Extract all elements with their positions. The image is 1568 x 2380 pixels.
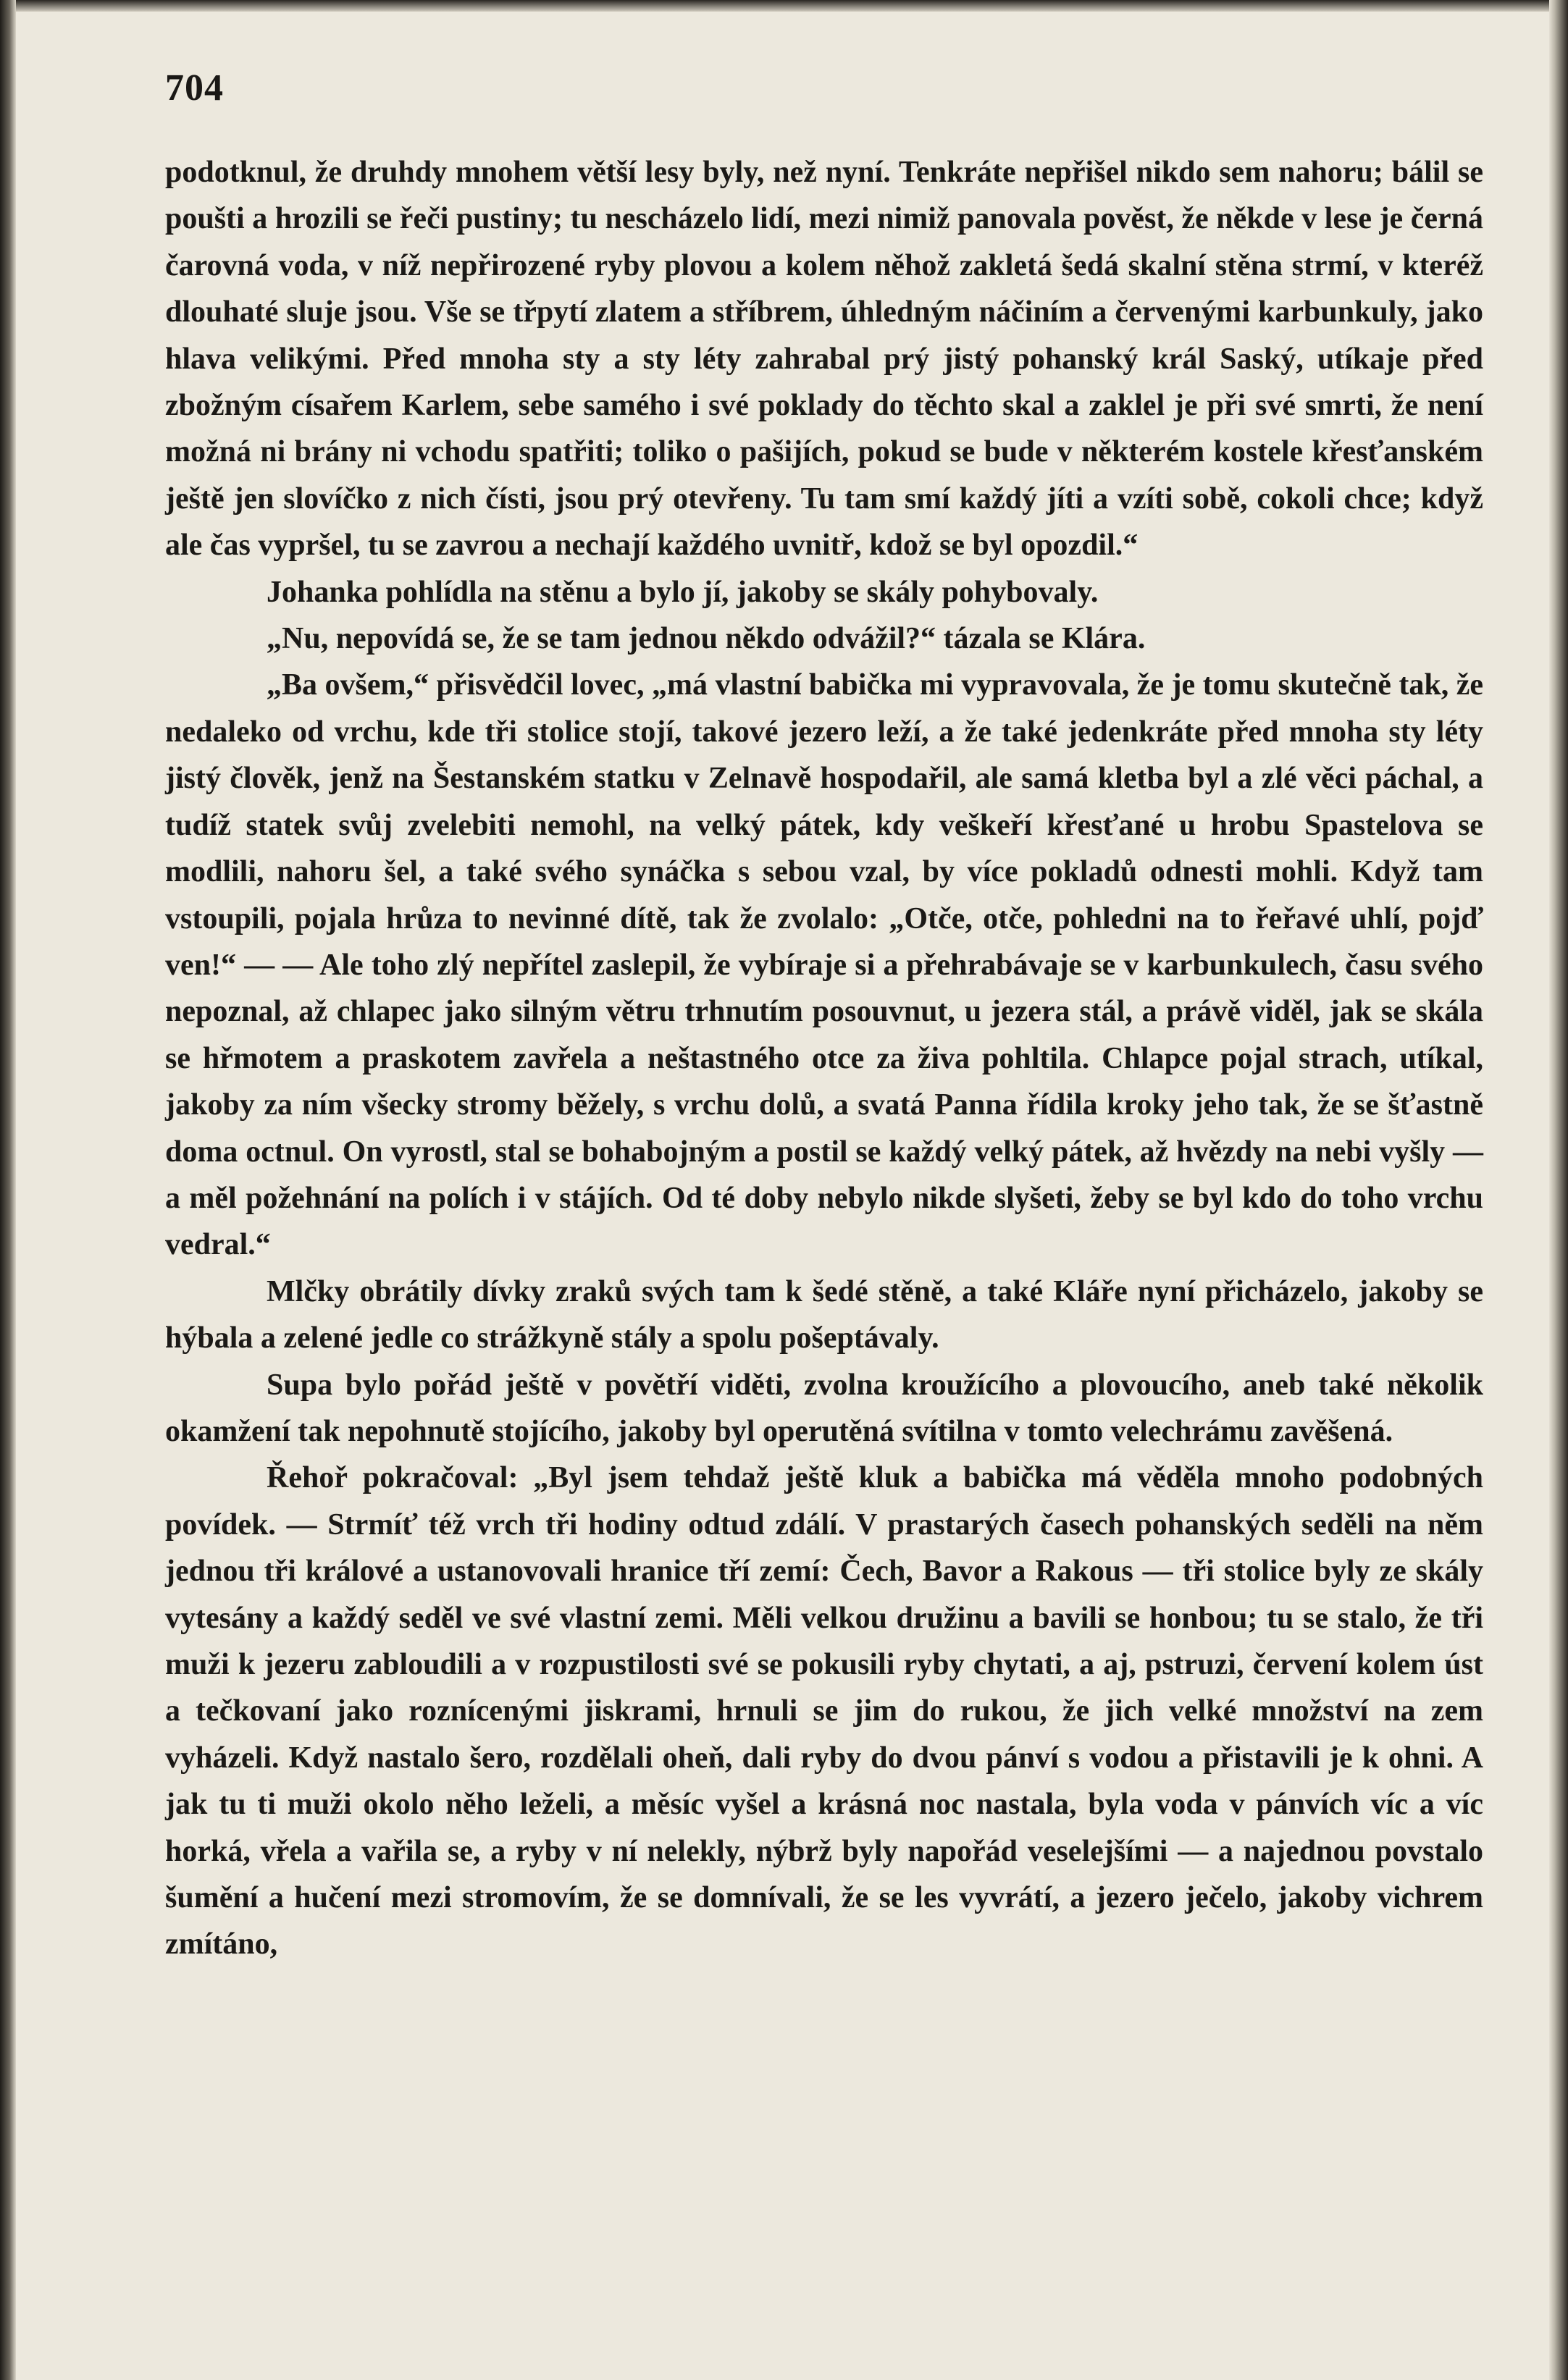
paragraph-3: „Nu, nepovídá se, že se tam jednou někdo odvážil?“ tázala se Klára. [267,622,1146,656]
scan-edge-right [1549,0,1568,2380]
page-number: 704 [165,67,224,109]
paragraph-6: Supa bylo pořád ještě v povětří viděti, zvolna kroužícího a plovoucího, aneb také několik okamžení tak nepohnutě stojícího, jakoby byl operutěná svítilna v tomto velechrámu zavěšená. [165,1368,1483,1448]
paragraph-4: „Ba ovšem,“ přisvědčil lovec, „má vlastní babička mi vypravovala, že je tomu skutečně tak, že nedaleko od vrchu, kde tři stolice stojí, takové jezero leží, a že také jedenkráte před mnoha sty léty jistý člověk, jenž na Šestanském statku v Zelnavě hospodařil, ale samá kletba byl a zlé věci páchal, a tudíž statek svůj zvelebiti nemohl, na velký pátek, kdy veškeří křesťané u hrobu Spastelova se modlili, nahoru šel, a také svého synáčka s sebou vzal, by více pokladů odnesti mohli. Když tam vstoupili, pojala hrůza to nevinné dítě, tak že zvolalo: „Otče, otče, pohledni na to řeřavé uhlí, pojď ven!“ — — Ale toho zlý nepřítel zaslepil, že vybíraje si a přehrabávaje se v karbunkulech, času svého nepoznal, až chlapec jako silným větru trhnutím posouvnut, u jezera stál, a právě viděl, jak se skála se hřmotem a praskotem zavřela a neštastného otce za živa pohltila. Chlapce pojal strach, utíkal, jakoby za ním všecky stromy běžely, s vrchu dolů, a svatá Panna řídila kroky jeho tak, že se šťastně doma octnul. On vyrostl, stal se bohabojným a postil se každý velký pátek, až hvězdy na nebi vyšly — a měl požehnání na polích i v stájích. Od té doby nebylo nikde slyšeti, žeby se byl kdo do toho vrchu vedral.“ [165,668,1483,1262]
scan-edge-top [0,0,1568,12]
scan-edge-left [0,0,16,2380]
paragraph-7: Řehoř pokračoval: „Byl jsem tehdaž ještě kluk a babička má věděla mnoho podobných povídek. — Strmíť též vrch tři hodiny odtud zdálí. V prastarých časech pohanských seděli na něm jednou tři králové a ustanovovali hranice tří zemí: Čech, Bavor a Rakous — tři stolice byly ze skály vytesány a každý seděl ve své vlastní zemi. Měli velkou družinu a bavili se honbou; tu se stalo, že tři muži k jezeru zabloudili a v rozpustilosti své se pokusili ryby chytati, a aj, pstruzi, červení kolem úst a tečkovaní jako roznícenými jiskrami, hrnuli se jim do rukou, že jich velké množství na zem vyházeli. Když nastalo šero, rozdělali oheň, dali ryby do dvou pánví s vodou a přistavili je k ohni. A jak tu ti muži okolo něho leželi, a měsíc vyšel a krásná noc nastala, byla voda v pánvích víc a víc horká, vřela a vařila se, a ryby v ní nelekly, nýbrž byly napořád veselejšími — a najednou povstalo šumění a hučení mezi stromovím, že se domnívali, že se les vyvrátí, a jezero ječelo, jakoby vichrem zmítáno, [165,1461,1483,1961]
paragraph-1: podotknul, že druhdy mnohem větší lesy byly, než nyní. Tenkráte nepřišel nikdo sem nahoru; bálil se poušti a hrozili se řeči pustiny; tu nescházelo lidí, mezi nimiž panovala pověst, že někde v lese je černá čarovná voda, v níž nepřirozené ryby plovou a kolem něhož zakletá šedá skalní stěna strmí, v kteréž dlouhaté sluje jsou. Vše se třpytí zlatem a stříbrem, úhledným náčiním a červenými karbunkuly, jako hlava velikými. Před mnoha sty a sty léty zahrabal prý jistý pohanský král Saský, utíkaje před zbožným císařem Karlem, sebe samého i své poklady do těchto skal a zaklel je při své smrti, že není možná ni brány ni vchodu spatřiti; toliko o pašijích, pokud se bude v některém kostele křesťanském ještě jen slovíčko z nich čísti, jsou prý otevřeny. Tu tam smí každý jíti a vzíti sobě, cokoli chce; když ale čas vypršel, tu se zavrou a nechají každého uvnitř, kdož se byl opozdil.“ [165,156,1483,563]
paragraph-2: Johanka pohlídla na stěnu a bylo jí, jakoby se skály pohybovaly. [267,575,1099,609]
body-text [165,149,1483,1968]
paragraph-5: Mlčky obrátily dívky zraků svých tam k šedé stěně, a také Kláře nyní přicházelo, jakoby se hýbala a zelené jedle co strážkyně stály a spolu pošeptávaly. [165,1274,1483,1355]
